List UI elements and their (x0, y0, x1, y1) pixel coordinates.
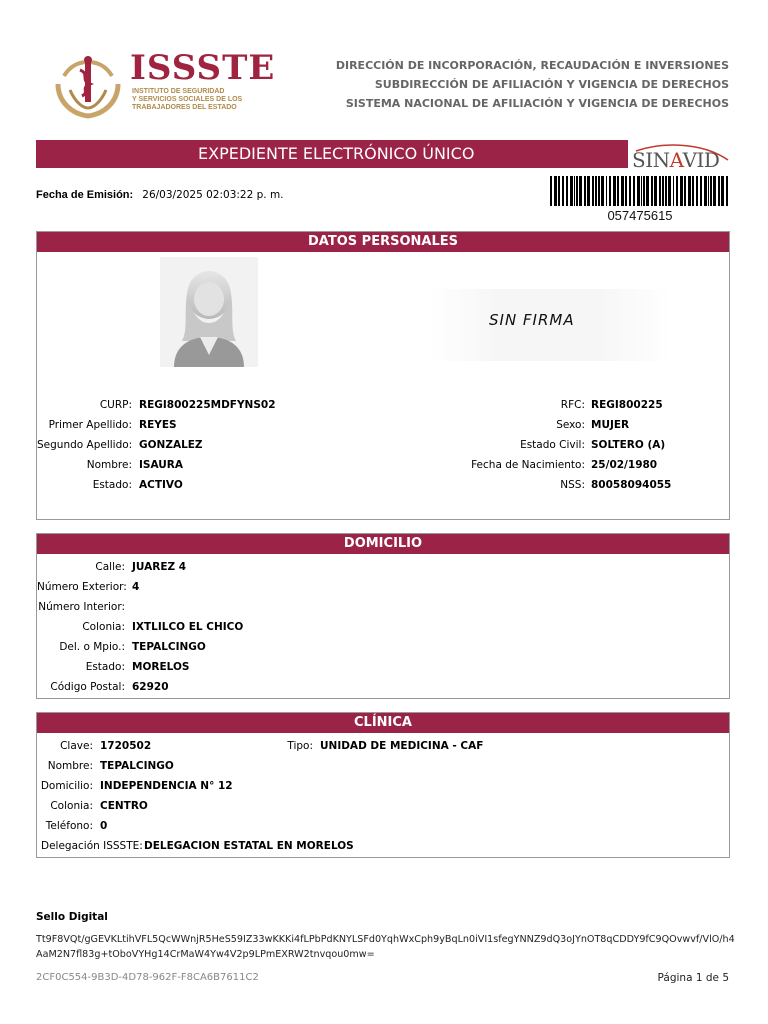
barcode-bar (598, 176, 600, 206)
barcode-bar (550, 176, 552, 206)
field-label: Estado: (85, 661, 125, 673)
section-title: DATOS PERSONALES (37, 232, 729, 252)
field-label: Nombre: (86, 459, 132, 471)
barcode-bar (629, 176, 631, 206)
field-label: Calle: (95, 561, 125, 573)
barcode-bar (673, 176, 674, 206)
emission-date-label: Fecha de Emisión: (36, 189, 134, 201)
field-label: Estado Civil: (520, 439, 585, 451)
barcode-bar (665, 176, 667, 206)
barcode-number: 057475615 (607, 208, 673, 223)
sinavid-text-accent: A (669, 148, 683, 172)
barcode-bar (574, 176, 575, 206)
field-label: Colonia: (82, 621, 125, 633)
signature-text: SIN FIRMA (489, 311, 575, 329)
field-label: Nombre: (47, 760, 93, 772)
field-label: Estado: (92, 479, 132, 491)
clinic-section (36, 712, 730, 858)
barcode-bar (625, 176, 627, 206)
barcode-bar (592, 176, 594, 206)
field-value: 80058094055 (591, 479, 672, 491)
field-label: Domicilio: (40, 780, 93, 792)
issste-subtitle (132, 88, 282, 112)
barcode-bar (676, 176, 678, 206)
field-label: Número Interior: (38, 601, 125, 613)
field-label: Sexo: (556, 419, 585, 431)
barcode-bar (643, 176, 645, 206)
barcode-bar (651, 176, 653, 206)
sinavid-logo (632, 144, 732, 172)
field-value: REYES (139, 419, 177, 431)
barcode (550, 176, 730, 206)
field-value: REGI800225 (591, 399, 663, 411)
field-value: REGI800225MDFYNS02 (139, 399, 276, 411)
field-label: Clave: (60, 740, 93, 752)
barcode-bar (696, 176, 698, 206)
field-label: Fecha de Nacimiento: (471, 459, 585, 471)
emission-date-value: 26/03/2025 02:03:22 p. m. (142, 189, 284, 201)
field-value: 4 (132, 581, 140, 593)
field-label: Número Exterior: (37, 581, 127, 593)
field-label: CURP: (99, 399, 132, 411)
field-value: 62920 (132, 681, 169, 693)
barcode-bar (668, 176, 671, 206)
signature-box (429, 289, 671, 361)
barcode-bar (726, 176, 728, 206)
field-value: IXTLILCO EL CHICO (132, 621, 244, 633)
barcode-bar (595, 176, 597, 206)
barcode-bar (617, 176, 619, 206)
barcode-bar (637, 176, 640, 206)
field-label: Delegación ISSSTE: (41, 840, 143, 852)
barcode-bar (587, 176, 590, 206)
barcode-bar (680, 176, 683, 206)
barcode-bar (692, 176, 694, 206)
field-label: Del. o Mpio.: (59, 641, 125, 653)
barcode-bar (554, 176, 557, 206)
field-value: SOLTERO (A) (591, 439, 666, 451)
section-title: DOMICILIO (37, 534, 729, 554)
barcode-bar (562, 176, 564, 206)
issste-wordmark: ISSSTE (130, 48, 276, 88)
barcode-bar (633, 176, 635, 206)
document-uuid: 2CF0C554-9B3D-4D78-962F-F8CA6B7611C2 (36, 972, 259, 983)
field-label: Teléfono: (45, 820, 93, 832)
barcode-bar (641, 176, 642, 206)
barcode-bar (662, 176, 664, 206)
field-value: ISAURA (139, 459, 184, 471)
field-label: Tipo: (287, 740, 313, 752)
barcode-bar (684, 176, 686, 206)
header-line: SUBDIRECCIÓN DE AFILIACIÓN Y VIGENCIA DE DERECHOS (374, 78, 729, 91)
barcode-bar (558, 176, 560, 206)
field-value: INDEPENDENCIA N° 12 (100, 780, 233, 792)
digital-seal-title: Sello Digital (36, 911, 108, 923)
sinavid-wordmark (632, 148, 719, 172)
barcode-bar (688, 176, 691, 206)
field-value: CENTRO (100, 800, 148, 812)
field-value: TEPALCINGO (100, 760, 174, 772)
header-line: DIRECCIÓN DE INCORPORACIÓN, RECAUDACIÓN E INVERSIONES (335, 59, 729, 72)
issste-subtitle-line: INSTITUTO DE SEGURIDAD (132, 88, 225, 95)
field-value: GONZALEZ (139, 439, 203, 451)
field-value: DELEGACION ESTATAL EN MORELOS (144, 840, 354, 852)
field-value: JUAREZ 4 (132, 561, 187, 573)
barcode-bar (708, 176, 709, 206)
barcode-bar (710, 176, 712, 206)
barcode-bar (704, 176, 707, 206)
barcode-bar (646, 176, 649, 206)
barcode-bar (700, 176, 702, 206)
address-section (36, 533, 730, 699)
barcode-bar (609, 176, 611, 206)
field-label: Colonia: (50, 800, 93, 812)
field-label: RFC: (560, 399, 585, 411)
document-title-bar (36, 140, 628, 168)
field-label: Primer Apellido: (48, 419, 132, 431)
header-line: SISTEMA NACIONAL DE AFILIACIÓN Y VIGENCIA DE DERECHOS (345, 97, 729, 110)
barcode-bar (606, 176, 607, 206)
section-title: CLÍNICA (37, 713, 729, 733)
header-department-lines (336, 56, 729, 113)
field-value: MORELOS (132, 661, 190, 673)
person-silhouette-icon (160, 257, 258, 367)
barcode-bar (621, 176, 624, 206)
field-value: MUJER (591, 419, 630, 431)
field-value: UNIDAD DE MEDICINA - CAF (320, 740, 484, 752)
field-value: TEPALCINGO (132, 641, 206, 653)
field-value: 0 (100, 820, 108, 832)
barcode-bar (718, 176, 720, 206)
personal-data-section (36, 231, 730, 520)
barcode-bar (613, 176, 616, 206)
field-value: ACTIVO (139, 479, 183, 491)
emission-date (36, 189, 284, 201)
document-title: EXPEDIENTE ELECTRÓNICO ÚNICO (198, 144, 475, 163)
sinavid-text-part: VID (682, 148, 720, 172)
digital-seal-text: Tt9F8VQt/gGEVKLtihVFL5QcWWnjR5HeS59IZ33wKKKi4fLPbPdKNYLSFd0YqhWxCph9yBqLn0iVI1sfegYNNZ9dQ3oJYnOT8qCDDY9fC9QOvwvf/VlO/h4AaM2N7fl83g+tOboVYHg14CrMaW4Yw4V2p9LPmEXRW2tnvqou0mw= (36, 934, 735, 960)
field-label: Código Postal: (50, 681, 125, 693)
barcode-bar (713, 176, 716, 206)
issste-logo (50, 46, 280, 122)
barcode-bar (721, 176, 724, 206)
barcode-bar (566, 176, 568, 206)
barcode-bar (584, 176, 586, 206)
barcode-bar (601, 176, 604, 206)
field-value: 1720502 (100, 740, 152, 752)
barcode-bar (659, 176, 661, 206)
barcode-bar (579, 176, 582, 206)
issste-emblem-icon (50, 46, 126, 122)
field-label: Segundo Apellido: (37, 439, 133, 451)
field-label: NSS: (560, 479, 585, 491)
field-value: 25/02/1980 (591, 459, 658, 471)
sinavid-text-part: SIN (632, 148, 670, 172)
issste-subtitle-line: TRABAJADORES DEL ESTADO (132, 104, 237, 111)
barcode-bar (570, 176, 573, 206)
page-number: Página 1 de 5 (657, 972, 729, 984)
profile-photo-placeholder (160, 257, 258, 367)
barcode-bar (576, 176, 578, 206)
issste-subtitle-line: Y SERVICIOS SOCIALES DE LOS (132, 96, 243, 103)
barcode-bar (654, 176, 657, 206)
